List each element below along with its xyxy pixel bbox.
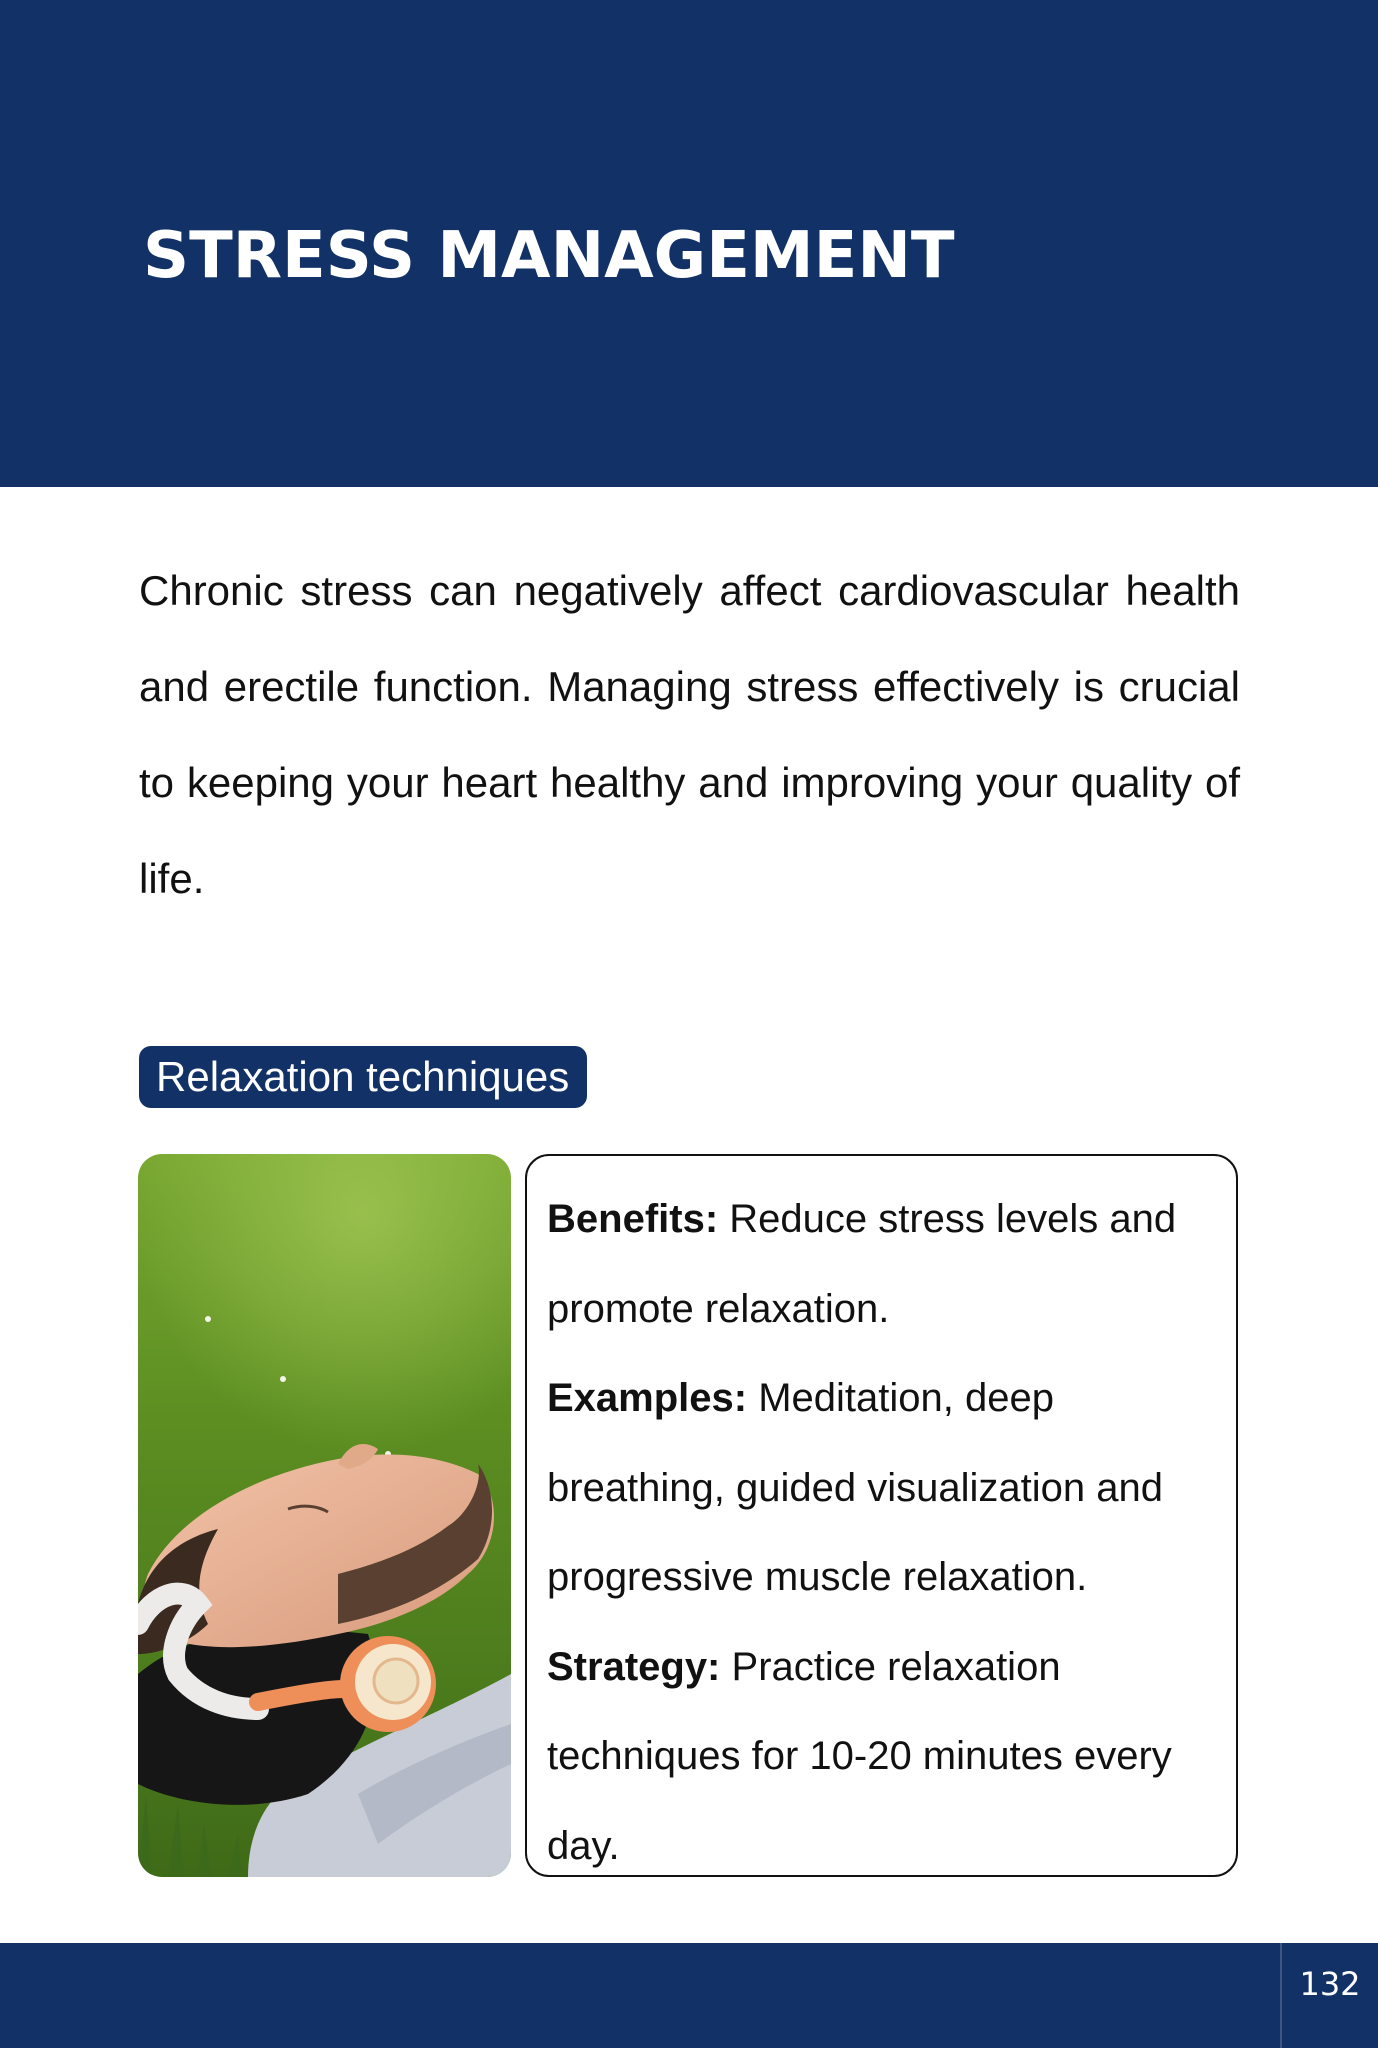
strategy-label: Strategy: [547,1644,721,1689]
benefits-label: Benefits: [547,1197,719,1241]
page-number: 132 [1280,1943,1378,2048]
header-band [0,0,1378,487]
footer-band [0,1943,1378,2048]
section-heading-relaxation: Relaxation techniques [139,1046,587,1108]
examples-item [547,1354,1216,1623]
page-title: STRESS MANAGEMENT [143,219,955,293]
info-card [525,1154,1238,1877]
examples-label: Examples: [547,1376,748,1420]
strategy-text: Practice relaxation techniques for 10-20 minutes every day. [547,1644,1172,1868]
relaxing-man-photo [138,1154,511,1877]
benefits-text: Reduce stress levels and promote relaxation. [547,1197,1177,1331]
examples-text: Meditation, deep breathing, guided visualization and progressive muscle relaxation. [547,1376,1163,1599]
benefits-item [547,1175,1216,1354]
intro-paragraph: Chronic stress can negatively affect cardiovascular health and erectile function. Managing stress effectively is crucial to keeping your heart healthy and improving your quality of life. [139,567,1240,902]
strategy-item [547,1623,1216,1892]
